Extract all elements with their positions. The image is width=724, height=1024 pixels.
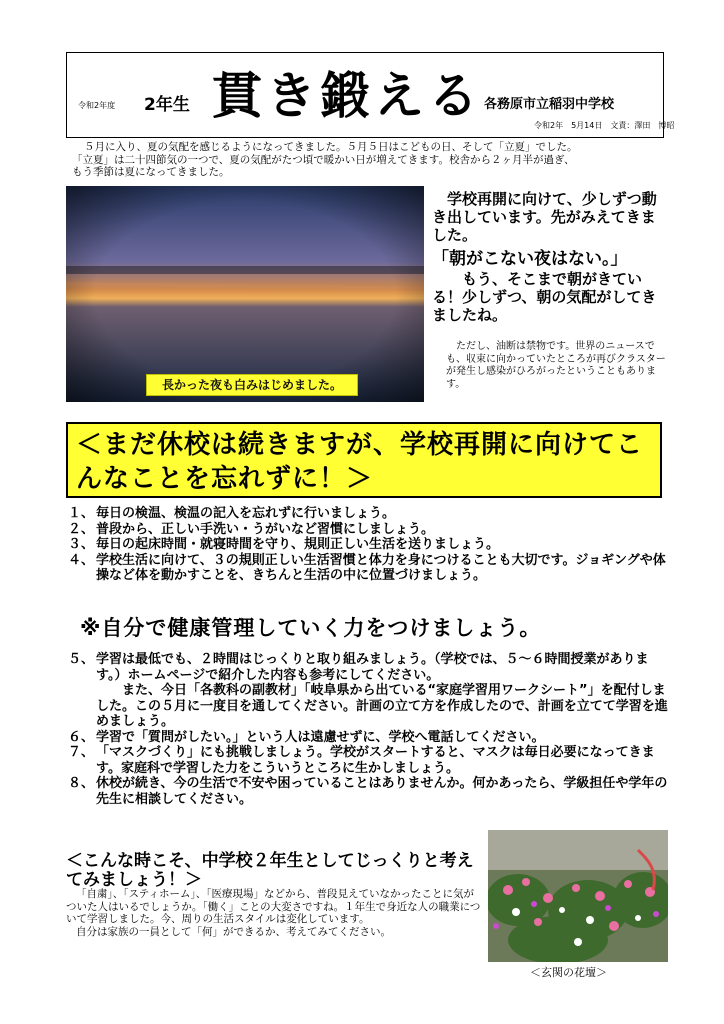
flower-photo-caption: ＜玄関の花壇＞ [530, 966, 607, 979]
sunrise-image [66, 186, 424, 402]
list-text: 学校生活に向けて、３の規則正しい生活習慣と体力を身につけることも大切です。ジョギングや体操など体を動かすことを、きちんと生活の中に位置づけましょう。 [96, 552, 666, 583]
list-item [68, 522, 668, 538]
consider-paragraph: 自分は家族の一員として「何」ができるか、考えてみてください。 [76, 925, 391, 938]
list-text: 普段から、正しい手洗い・うがいなど習慣にしましょう。 [96, 521, 435, 537]
morning-message: もう、そこまで朝がきている！少しずつ、朝の気配がしてきましたね。 [432, 270, 657, 324]
consider-paragraph: 「自粛」、「スティホーム」、「医療現場」などから、普段見えていなかったことに気がついた人はいるでしょうか。「働く」ことの大変さですね。１年生で身近な人の職業について学習しました。今、周りの生活スタイルは変化しています。 [66, 888, 481, 925]
sunrise-photo [66, 186, 424, 402]
consider-body [66, 888, 484, 938]
list-number: ６、 [68, 729, 95, 745]
flower-bed-image [488, 830, 668, 962]
newsletter-title: 貫き鍛える [212, 67, 482, 125]
list-item [68, 553, 668, 584]
list-number: ４、 [68, 552, 95, 568]
study-list [68, 652, 672, 807]
list-text: 毎日の検温、検温の記入を忘れずに行いましょう。 [96, 506, 396, 521]
list-number: ５、 [68, 652, 95, 667]
list-item [68, 506, 668, 522]
reminder-banner: ＜まだ休校は続きますが、学校再開に向けてこんなことを忘れずに！＞ [66, 422, 662, 498]
caution-note: ただし、油断は禁物です。世界のニュースでも、収束に向かっていたところが再びクラスターが発生し感染がひろがったということもあります。 [446, 341, 666, 390]
grade-label: 2年生 [144, 95, 190, 115]
era-year: 令和2年度 [78, 101, 116, 110]
slogan: 「朝がこない夜はない。」 [432, 249, 628, 269]
consider-heading: ＜こんな時こそ、中学校２年生としてじっくりと考えてみましょう！＞ [66, 851, 474, 890]
list-number: ３、 [68, 537, 95, 552]
list-item [68, 745, 672, 776]
list-continuation [68, 683, 672, 730]
list-number: ８、 [68, 776, 95, 791]
list-item [68, 776, 672, 807]
list-number: １、 [68, 506, 95, 521]
health-heading: ※自分で健康管理していく力をつけましょう。 [80, 616, 542, 640]
reminder-list [68, 506, 668, 584]
list-item [68, 730, 672, 746]
list-text: また、今日「各教科の副教材」「岐阜県から出ている“家庭学習用ワークシート”」を配付しました。この５月に一度目を通してください。計画の立て方を作成したので、計画を立てて学習を進めましょう。 [96, 683, 668, 729]
list-item [68, 652, 672, 683]
list-text: 学習は最低でも、２時間はじっくりと取り組みましょう。（学校では、５～６時間授業があります。）ホームページで紹介した内容も参考にしてください。 [96, 652, 649, 683]
intro-line: 「立夏」は二十四節気の一つで、夏の気配がたつ頃で暖かい日が増えてきます。校舎から２ヶ月半が過ぎ、 [72, 153, 575, 166]
reopening-message: 学校再開に向けて、少しずつ動き出しています。先がみえてきました。 [432, 190, 657, 244]
intro-paragraph [72, 141, 658, 179]
photo-caption: 長かった夜も白みはじめました。 [146, 374, 358, 396]
list-text: 毎日の起床時間・就寝時間を守り、規則正しい生活を送りましょう。 [96, 537, 500, 552]
issue-info: 令和2年 5月14日 文責：澤田 博昭 [534, 121, 675, 130]
flower-bed-photo [488, 830, 668, 962]
list-text: 学習で「質問がしたい。」という人は遠慮せずに、学校へ電話してください。 [96, 729, 545, 745]
list-item [68, 537, 668, 553]
list-text: 休校が続き、今の生活で不安や困っていることはありませんか。何かあったら、学級担任や学年の先生に相談してください。 [96, 776, 668, 807]
list-number: ７、 [68, 745, 95, 760]
school-name: 各務原市立稲羽中学校 [484, 97, 615, 112]
list-number: ２、 [68, 521, 95, 537]
intro-line: もう季節は夏になってきました。 [72, 166, 230, 178]
list-text: 「マスクづくり」にも挑戦しましょう。学校がスタートすると、マスクは毎日必要になってきます。家庭科で学習した力をこういうところに生かしましょう。 [96, 745, 655, 776]
intro-line: ５月に入り、夏の気配を感じるようになってきました。５月５日はこどもの日、そして「立夏」でした。 [84, 141, 578, 153]
